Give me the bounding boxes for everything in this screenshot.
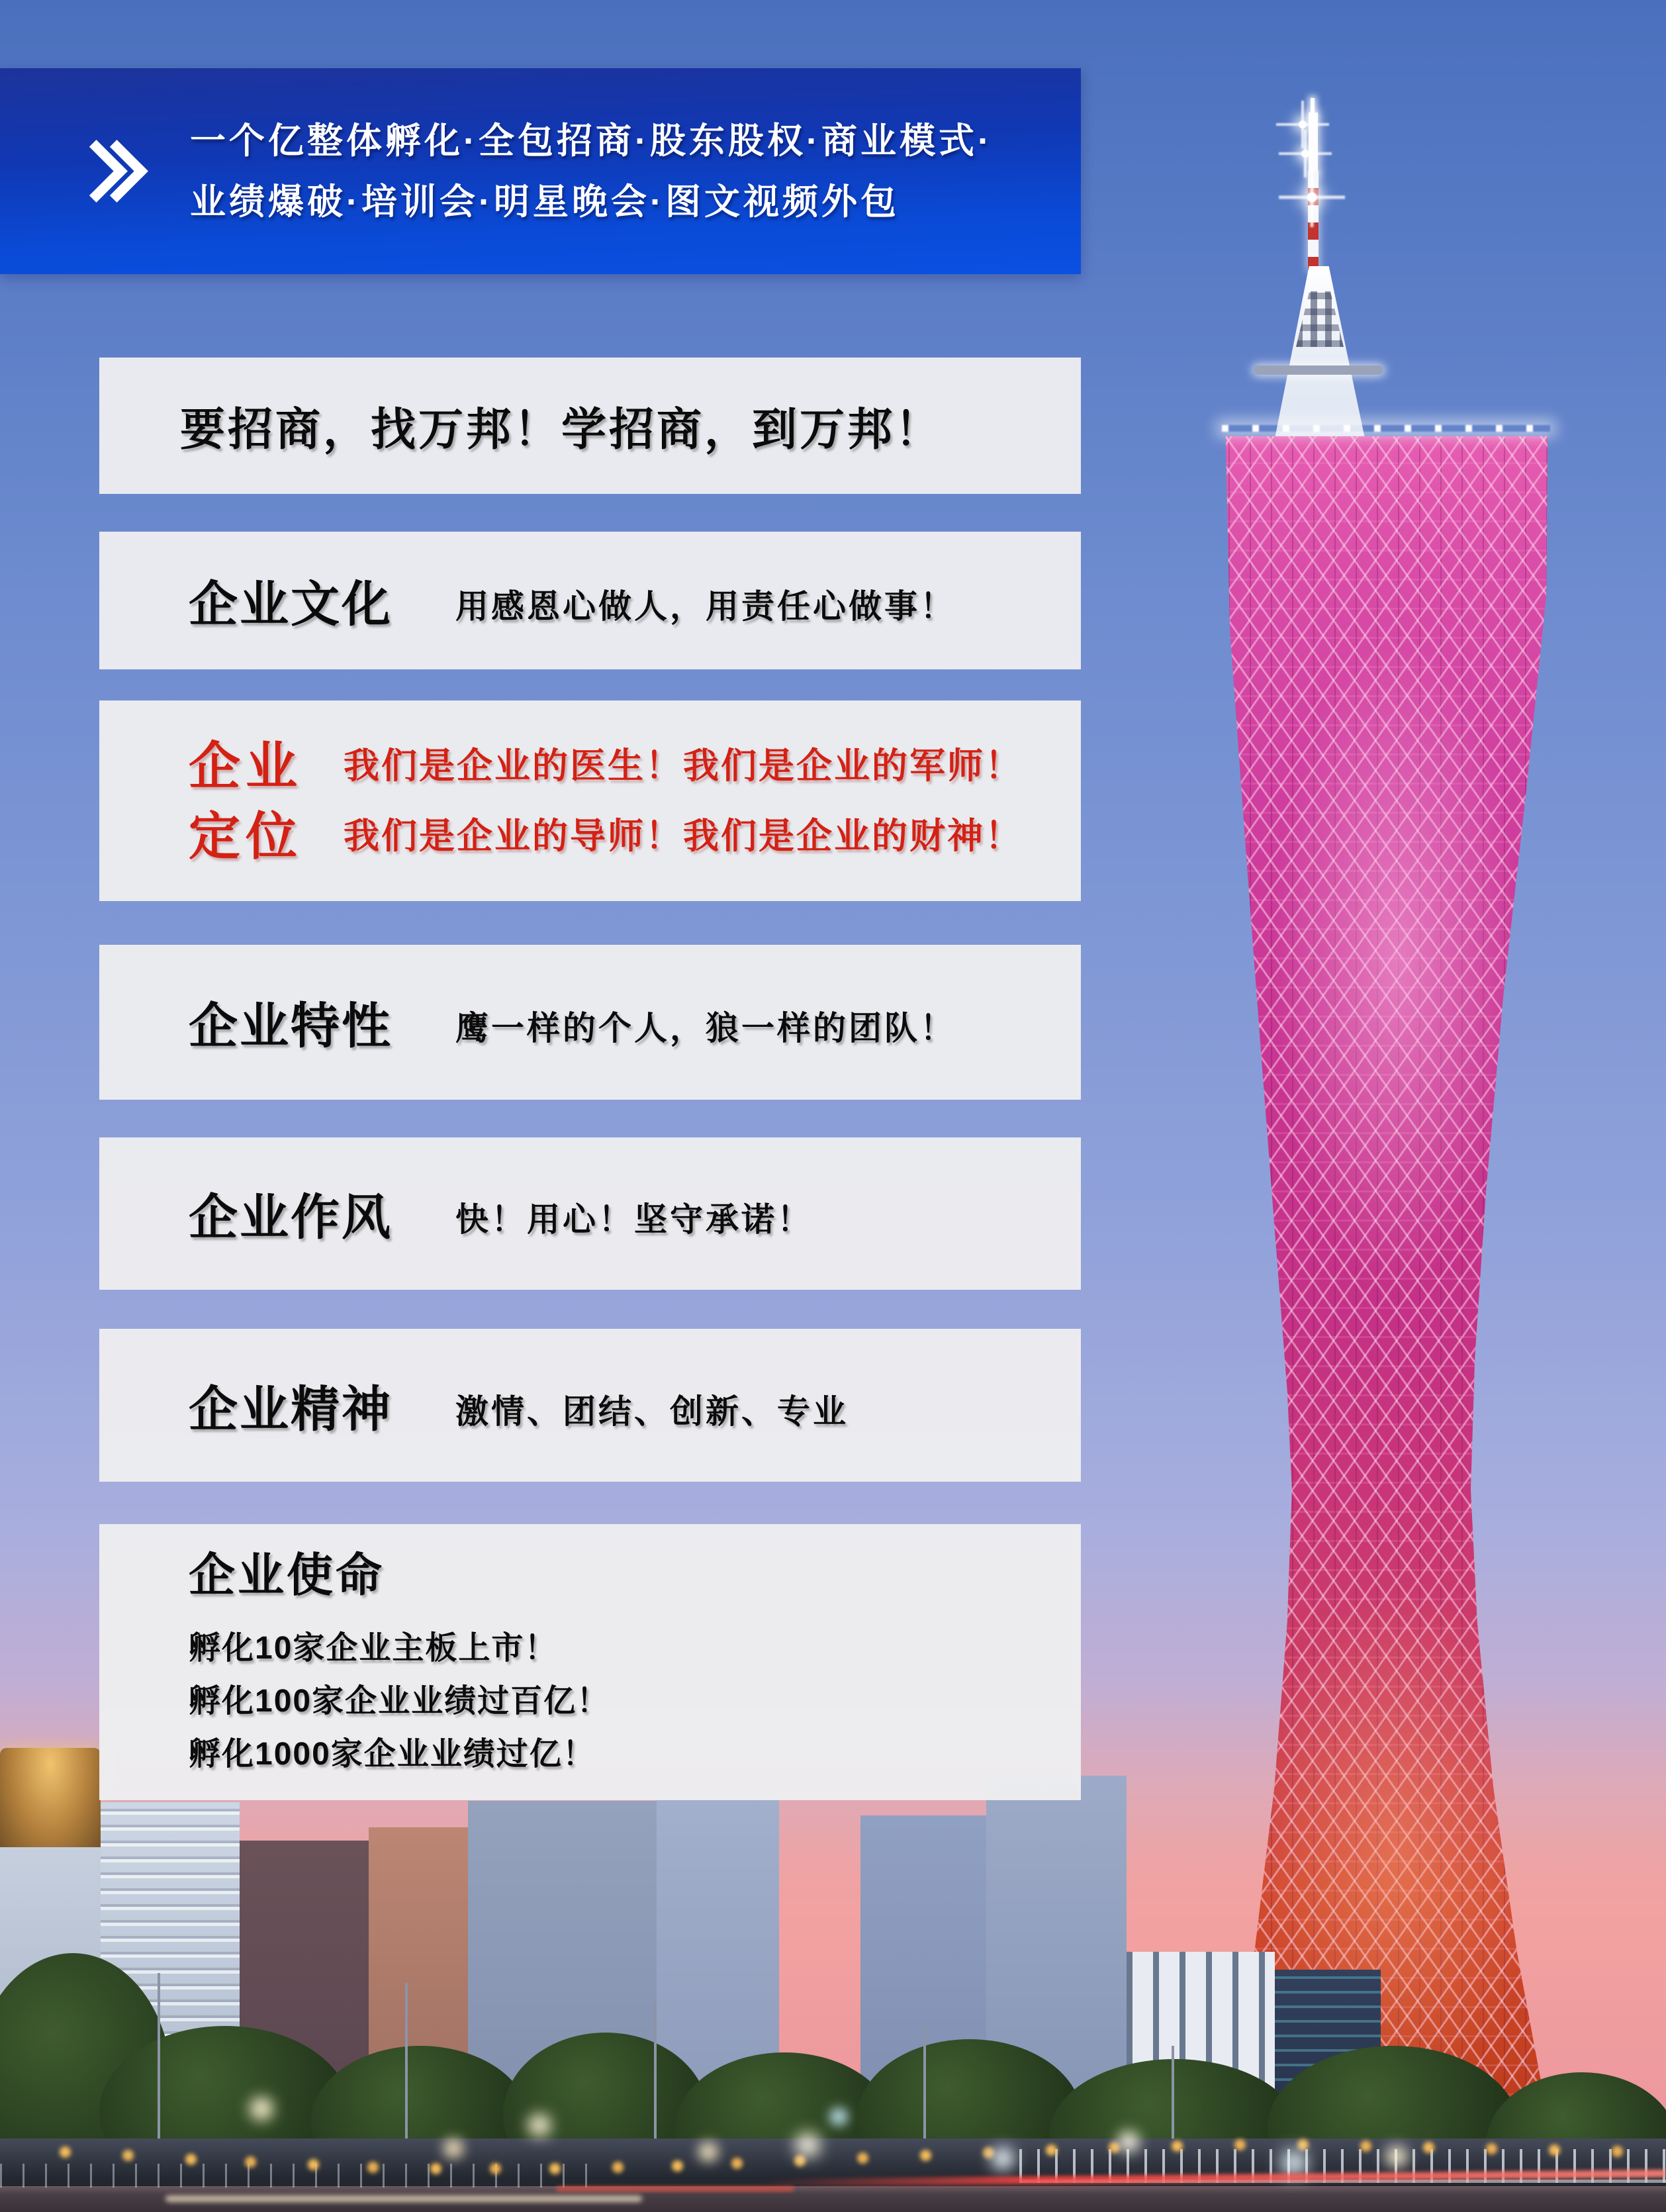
antenna-mast: [1309, 113, 1318, 176]
lamp-pole: [1172, 2046, 1174, 2148]
slogan-text: 要招商，找万邦！学招商，到万邦！: [180, 404, 943, 455]
antenna-light-sparkle: [1299, 120, 1307, 128]
positioning-line: 我们是企业的导师！我们是企业的财神！: [344, 816, 1023, 856]
banner-line-2: 业绩爆破·培训会·明星晚会·图文视频外包: [190, 181, 900, 222]
panel-title-column: [99, 731, 302, 871]
panel-title-line: 定位: [189, 806, 303, 865]
lamp-pole: [405, 1983, 408, 2162]
panel-subtitle: 快！用心！坚守承诺！: [455, 1201, 813, 1238]
panel-title: 企业作风: [189, 1190, 393, 1245]
building-golden-crown: [0, 1748, 101, 1854]
mission-line: 孵化1000家企业业绩过亿！: [189, 1737, 596, 1772]
panel-subtitle: 鹰一样的个人，狼一样的团队！: [455, 1010, 956, 1047]
panel-subtitle: 用感恩心做人，用责任心做事！: [455, 588, 956, 625]
car-light-trail-white: [165, 2195, 642, 2202]
starburst-lights: [0, 0, 7, 7]
panel-text-column: [344, 731, 1023, 871]
positioning-line: 我们是企业的医生！我们是企业的军师！: [344, 745, 1023, 786]
panel-traits: [99, 945, 1081, 1100]
antenna-light-sparkle: [1301, 150, 1309, 158]
panel-slogan: [99, 358, 1081, 494]
panel-spirit: [99, 1329, 1081, 1482]
tower-lattice-body: [1165, 424, 1628, 2212]
lamp-pole: [158, 1973, 160, 2158]
mission-lines: [99, 1598, 1081, 1781]
panel-title-line: 企业: [189, 736, 303, 795]
car-light-trail-red: [556, 2186, 794, 2191]
panel-culture: [99, 532, 1081, 669]
panel-title: 企业文化: [189, 577, 393, 632]
banner-line-1: 一个亿整体孵化·全包招商·股东股权·商业模式·: [190, 120, 993, 161]
panel-title: 企业精神: [189, 1381, 393, 1437]
mission-line: 孵化100家企业业绩过百亿！: [189, 1684, 610, 1719]
panel-mission: [99, 1524, 1081, 1800]
panel-style: [99, 1137, 1081, 1290]
tower-crown-lights: [1222, 425, 1550, 432]
panel-title: 企业特性: [189, 998, 393, 1053]
panel-subtitle: 激情、团结、创新、专业: [455, 1392, 849, 1430]
mission-line: 孵化10家企业主板上市！: [189, 1631, 558, 1666]
panel-positioning: [99, 700, 1081, 901]
top-banner: [0, 68, 1081, 274]
tower-upper-deck: [1254, 365, 1383, 375]
guardrail: [0, 2164, 596, 2188]
banner-text: [190, 120, 993, 222]
double-chevron-right-icon: [74, 149, 154, 193]
antenna-light-sparkle: [1307, 193, 1317, 203]
panel-title: 企业使命: [189, 1549, 385, 1601]
